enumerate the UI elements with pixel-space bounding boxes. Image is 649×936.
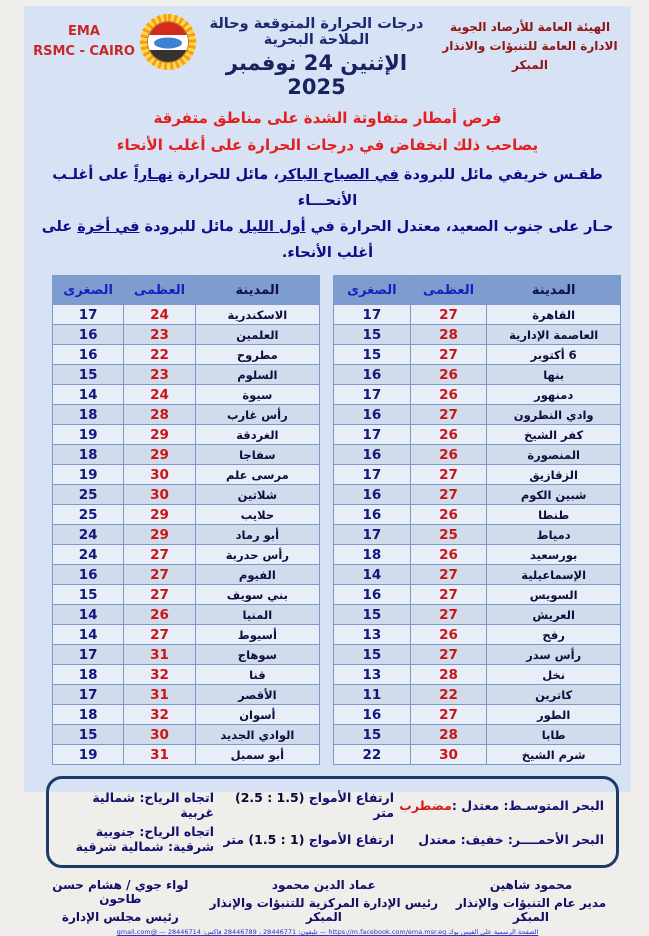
table-row: [53, 485, 320, 505]
min-temp-cell: 14: [334, 565, 411, 585]
col-min: الصغرى: [53, 276, 124, 305]
table-row: [53, 425, 320, 445]
table-row: [53, 625, 320, 645]
cloud-icon: [154, 37, 182, 48]
table-row: [334, 445, 621, 465]
table-row: [53, 305, 320, 325]
max-temp-cell: 26: [410, 365, 487, 385]
table-row: [53, 345, 320, 365]
min-temp-cell: 15: [334, 345, 411, 365]
temperature-table-east: [333, 275, 621, 765]
sea-status-rough: مضطرب: [399, 797, 452, 813]
max-temp-cell: 22: [410, 685, 487, 705]
sea-name: [394, 832, 604, 847]
city-cell: رأس حدربة: [195, 545, 319, 565]
city-cell: بنها: [487, 365, 621, 385]
signature-title: رئيس الإدارة المركزية للتنبؤات والإنذار المبكر: [209, 896, 439, 925]
city-cell: المنصورة: [487, 445, 621, 465]
org-department: الادارة العامة للتنبؤات والانذار المبكر: [442, 39, 618, 73]
max-temp-cell: 26: [124, 605, 195, 625]
wind-direction: اتجاه الرياح: شمالية غربية: [92, 790, 214, 821]
table-row: [53, 505, 320, 525]
table-row: [334, 685, 621, 705]
table-row: [53, 525, 320, 545]
table-row: [334, 505, 621, 525]
min-temp-cell: 16: [334, 585, 411, 605]
max-temp-cell: 27: [410, 305, 487, 325]
city-cell: الغردقة: [195, 425, 319, 445]
city-cell: وادي النطرون: [487, 405, 621, 425]
table-row: [334, 485, 621, 505]
max-temp-cell: 27: [410, 565, 487, 585]
city-cell: أسوان: [195, 705, 319, 725]
sea-state-box: [46, 776, 619, 868]
table-row: [53, 545, 320, 565]
city-cell: شبين الكوم: [487, 485, 621, 505]
min-temp-cell: 16: [334, 365, 411, 385]
max-temp-cell: 30: [124, 465, 195, 485]
rsmc-label: RSMC - CAIRO: [33, 43, 135, 59]
city-cell: شرم الشيخ: [487, 745, 621, 765]
table-row: [334, 645, 621, 665]
col-city: المدينة: [487, 276, 621, 305]
city-cell: شلاتين: [195, 485, 319, 505]
temperature-table-west: [52, 275, 320, 765]
max-temp-cell: 27: [124, 545, 195, 565]
city-cell: طنطا: [487, 505, 621, 525]
city-cell: رأس سدر: [487, 645, 621, 665]
min-temp-cell: 15: [53, 365, 124, 385]
city-cell: الزقازيق: [487, 465, 621, 485]
max-temp-cell: 29: [124, 505, 195, 525]
city-cell: حلايب: [195, 505, 319, 525]
org-name: الهيئة العامة للأرصاد الجوية: [449, 20, 611, 34]
table-row: [53, 605, 320, 625]
max-temp-cell: 27: [410, 485, 487, 505]
min-temp-cell: 16: [334, 505, 411, 525]
signature-title: رئيس مجلس الإدارة: [61, 910, 179, 925]
max-temp-cell: 30: [124, 725, 195, 745]
min-temp-cell: 25: [53, 485, 124, 505]
wave-label: ارتفاع الأمواج: [304, 831, 394, 847]
max-temp-cell: 27: [124, 625, 195, 645]
max-temp-cell: 28: [410, 725, 487, 745]
table-row: [334, 545, 621, 565]
table-row: [334, 465, 621, 485]
city-cell: بورسعيد: [487, 545, 621, 565]
forecast-line: طقـس خريفي مائل للبرودة في الصباح الباكر، مائل للحرارة نهـاراً على أغلـب الأنحـــاء: [52, 167, 603, 210]
signature-director: [445, 878, 617, 924]
min-temp-cell: 17: [334, 525, 411, 545]
min-temp-cell: 15: [334, 325, 411, 345]
min-temp-cell: 16: [334, 405, 411, 425]
city-cell: مرسى علم: [195, 465, 319, 485]
table-row: [53, 745, 320, 765]
min-temp-cell: 13: [334, 625, 411, 645]
max-temp-cell: 30: [410, 745, 487, 765]
city-cell: أسيوط: [195, 625, 319, 645]
max-temp-cell: 32: [124, 705, 195, 725]
max-temp-cell: 26: [410, 545, 487, 565]
max-temp-cell: 23: [124, 325, 195, 345]
min-temp-cell: 18: [53, 445, 124, 465]
table-row: [334, 585, 621, 605]
min-temp-cell: 17: [53, 685, 124, 705]
min-temp-cell: 18: [53, 665, 124, 685]
max-temp-cell: 25: [410, 525, 487, 545]
table-row: [53, 665, 320, 685]
table-row: [334, 665, 621, 685]
city-cell: كاترين: [487, 685, 621, 705]
max-temp-cell: 28: [410, 325, 487, 345]
flag-white-band: [148, 35, 188, 50]
city-cell: بني سويف: [195, 585, 319, 605]
max-temp-cell: 27: [410, 645, 487, 665]
max-temp-cell: 23: [124, 365, 195, 385]
max-temp-cell: 24: [124, 385, 195, 405]
flag-red-band: [148, 22, 188, 35]
city-cell: العلمين: [195, 325, 319, 345]
signature-name: عماد الدين محمود: [271, 878, 376, 893]
table-row: [53, 405, 320, 425]
max-temp-cell: 32: [124, 665, 195, 685]
table-header-row: [53, 276, 320, 305]
min-temp-cell: 16: [53, 565, 124, 585]
max-temp-cell: 27: [410, 405, 487, 425]
min-temp-cell: 18: [53, 405, 124, 425]
max-temp-cell: 27: [124, 585, 195, 605]
ema-label: EMA: [68, 24, 100, 39]
max-temp-cell: 27: [410, 705, 487, 725]
sea-name: [394, 798, 604, 813]
table-row: [334, 625, 621, 645]
city-cell: الإسماعيلية: [487, 565, 621, 585]
city-cell: العريش: [487, 605, 621, 625]
min-temp-cell: 16: [53, 345, 124, 365]
city-cell: الاسكندرية: [195, 305, 319, 325]
temperature-tables: [24, 266, 631, 765]
wave-unit: متر: [373, 805, 394, 821]
bulletin-date: الإثنين 24 نوفمبر 2025: [225, 51, 408, 99]
city-cell: دمنهور: [487, 385, 621, 405]
forecast-line: حـار على جنوب الصعيد، معتدل الحرارة في أول الليل مائل للبرودة في أخرة على أغلب الأنحاء.: [41, 219, 614, 262]
col-max: العظمى: [124, 276, 195, 305]
sea-status: البحر الأحمــــر: خفيف: معتدل: [418, 831, 604, 847]
flag-black-band: [148, 50, 188, 62]
bulletin-sheet: [24, 6, 631, 936]
min-temp-cell: 17: [53, 305, 124, 325]
table-row: [53, 585, 320, 605]
city-cell: 6 أكتوبر: [487, 345, 621, 365]
col-city: المدينة: [195, 276, 319, 305]
table-row: [334, 305, 621, 325]
table-row: [53, 445, 320, 465]
max-temp-cell: 26: [410, 425, 487, 445]
max-temp-cell: 27: [124, 565, 195, 585]
wave-unit: متر: [223, 831, 249, 847]
header: [24, 6, 631, 99]
max-temp-cell: 29: [124, 525, 195, 545]
min-temp-cell: 18: [334, 545, 411, 565]
city-cell: القاهرة: [487, 305, 621, 325]
signature-name: محمود شاهين: [489, 878, 573, 893]
table-row: [334, 405, 621, 425]
city-cell: دمياط: [487, 525, 621, 545]
city-cell: الفيوم: [195, 565, 319, 585]
table-row: [53, 725, 320, 745]
min-temp-cell: 13: [334, 665, 411, 685]
city-cell: مطروح: [195, 345, 319, 365]
signature-head-central: [203, 878, 445, 924]
wave-range: (1.5 : 2.5): [234, 790, 305, 806]
max-temp-cell: 28: [410, 665, 487, 685]
rain-alert-line1: فرص أمطار متفاوتة الشدة على مناطق متفرقة: [153, 109, 502, 127]
max-temp-cell: 28: [124, 405, 195, 425]
table-row: [334, 425, 621, 445]
table-row: [53, 645, 320, 665]
signatures: [24, 868, 631, 924]
title-block: [198, 14, 435, 99]
max-temp-cell: 31: [124, 645, 195, 665]
city-cell: نخل: [487, 665, 621, 685]
table-header-row: [334, 276, 621, 305]
max-temp-cell: 29: [124, 425, 195, 445]
organization-block: [435, 14, 625, 76]
min-temp-cell: 22: [334, 745, 411, 765]
wave-label: ارتفاع الأمواج: [304, 790, 394, 806]
min-temp-cell: 14: [53, 605, 124, 625]
city-cell: أبو سمبل: [195, 745, 319, 765]
max-temp-cell: 27: [410, 465, 487, 485]
min-temp-cell: 14: [53, 385, 124, 405]
city-cell: سيوة: [195, 385, 319, 405]
max-temp-cell: 26: [410, 505, 487, 525]
min-temp-cell: 16: [334, 705, 411, 725]
min-temp-cell: 15: [53, 725, 124, 745]
city-cell: قنا: [195, 665, 319, 685]
wave-range: (1 : 1.5): [248, 831, 305, 847]
sea-row-red-sea: [61, 824, 604, 854]
rain-alert: [24, 105, 631, 159]
table-row: [53, 365, 320, 385]
min-temp-cell: 19: [53, 745, 124, 765]
table-row: [334, 385, 621, 405]
contact-line: الصفحة الرسمية على الفيس بوك https://m.facebook.com/ema.msr.eg — تليفون: 28446771 ، 28446789 فاكس: 28446714 — @gmail.com: [116, 928, 539, 936]
max-temp-cell: 26: [410, 385, 487, 405]
table-row: [334, 725, 621, 745]
col-min: الصغرى: [334, 276, 411, 305]
city-cell: المنيا: [195, 605, 319, 625]
city-cell: سوهاج: [195, 645, 319, 665]
min-temp-cell: 11: [334, 685, 411, 705]
min-temp-cell: 16: [53, 325, 124, 345]
table-row: [53, 565, 320, 585]
min-temp-cell: 19: [53, 465, 124, 485]
city-cell: رفح: [487, 625, 621, 645]
ema-rsmc-block: [30, 14, 138, 61]
table-row: [53, 325, 320, 345]
max-temp-cell: 31: [124, 745, 195, 765]
max-temp-cell: 27: [410, 585, 487, 605]
min-temp-cell: 16: [334, 485, 411, 505]
table-row: [334, 605, 621, 625]
table-row: [53, 465, 320, 485]
table-row: [334, 325, 621, 345]
city-cell: السويس: [487, 585, 621, 605]
min-temp-cell: 25: [53, 505, 124, 525]
table-row: [53, 705, 320, 725]
min-temp-cell: 19: [53, 425, 124, 445]
col-max: العظمى: [410, 276, 487, 305]
min-temp-cell: 15: [53, 585, 124, 605]
min-temp-cell: 18: [53, 705, 124, 725]
sunburst-icon: [140, 14, 196, 70]
city-cell: رأس غارب: [195, 405, 319, 425]
table-row: [334, 345, 621, 365]
max-temp-cell: 27: [410, 345, 487, 365]
min-temp-cell: 17: [334, 385, 411, 405]
min-temp-cell: 17: [53, 645, 124, 665]
ema-sun-logo-icon: [140, 14, 196, 70]
max-temp-cell: 26: [410, 445, 487, 465]
table-row: [334, 365, 621, 385]
city-cell: كفر الشيخ: [487, 425, 621, 445]
min-temp-cell: 15: [334, 605, 411, 625]
city-cell: الأقصر: [195, 685, 319, 705]
max-temp-cell: 27: [410, 605, 487, 625]
signature-title: مدير عام التنبؤات والإنذار المبكر: [455, 896, 607, 925]
min-temp-cell: 17: [334, 425, 411, 445]
city-cell: العاصمة الإدارية: [487, 325, 621, 345]
min-temp-cell: 17: [334, 465, 411, 485]
max-temp-cell: 22: [124, 345, 195, 365]
table-row: [53, 685, 320, 705]
city-cell: الوادي الجديد: [195, 725, 319, 745]
min-temp-cell: 15: [334, 725, 411, 745]
sea-row-mediterranean: [61, 790, 604, 820]
page-title: درجات الحرارة المتوقعة وحالة الملاحة البحرية: [209, 16, 424, 48]
city-cell: طابا: [487, 725, 621, 745]
table-row: [334, 745, 621, 765]
max-temp-cell: 31: [124, 685, 195, 705]
min-temp-cell: 15: [334, 645, 411, 665]
min-temp-cell: 24: [53, 525, 124, 545]
max-temp-cell: 26: [410, 625, 487, 645]
sea-status: البحر المتوسـط: معتدل :: [451, 797, 604, 813]
signature-chairman: [38, 878, 203, 924]
flag-core-icon: [147, 21, 189, 63]
table-row: [334, 525, 621, 545]
table-row: [334, 565, 621, 585]
table-row: [53, 385, 320, 405]
city-cell: السلوم: [195, 365, 319, 385]
max-temp-cell: 30: [124, 485, 195, 505]
min-temp-cell: 14: [53, 625, 124, 645]
table-row: [334, 705, 621, 725]
city-cell: أبو رماد: [195, 525, 319, 545]
forecast-paragraph: [24, 162, 631, 266]
min-temp-cell: 24: [53, 545, 124, 565]
wind-direction: اتجاه الرياح: جنوبية شرقية: شمالية شرقية: [75, 824, 214, 855]
wave-height: [214, 790, 394, 820]
min-temp-cell: 16: [334, 445, 411, 465]
wave-height: [214, 832, 394, 847]
signature-name: لواء جوي / هشام حسن طاحون: [52, 878, 189, 907]
max-temp-cell: 29: [124, 445, 195, 465]
city-cell: سفاجا: [195, 445, 319, 465]
rain-alert-line2: يصاحب ذلك انخفاض في درجات الحرارة على أغلب الأنحاء: [116, 136, 539, 154]
min-temp-cell: 17: [334, 305, 411, 325]
city-cell: الطور: [487, 705, 621, 725]
max-temp-cell: 24: [124, 305, 195, 325]
